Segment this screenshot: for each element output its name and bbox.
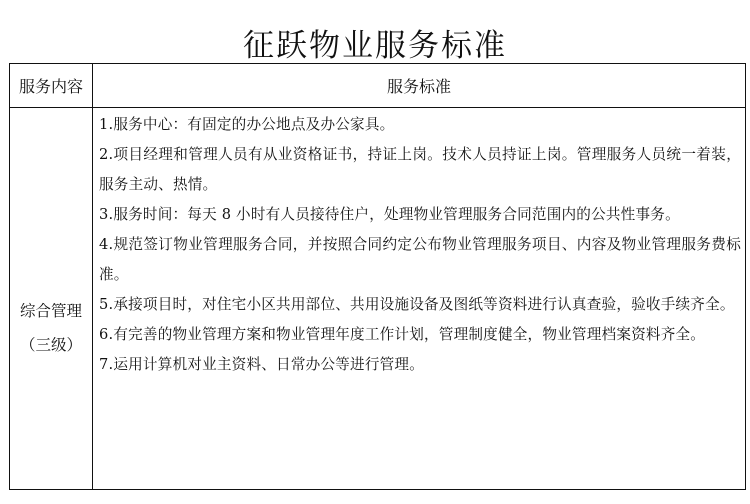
- header-service-standard: 服务标准: [93, 64, 746, 108]
- table-row: [10, 108, 746, 490]
- category-name: 综合管理: [19, 301, 82, 320]
- standard-item-4: 4.规范签订物业管理服务合同，并按照合同约定公布物业管理服务项目、内容及物业管理服务费标准。: [99, 236, 741, 283]
- header-service-content: 服务内容: [10, 64, 93, 108]
- category-level: （三级）: [19, 335, 82, 354]
- document-title: 征跃物业服务标准: [243, 27, 507, 64]
- standard-item-2: 2.项目经理和管理人员有从业资格证书，持证上岗。技术人员持证上岗。管理服务人员统一着装，服务主动、热情。: [99, 146, 741, 193]
- standard-item-1: 1.服务中心：有固定的办公地点及办公家具。: [99, 116, 395, 133]
- table-header-row: [10, 64, 746, 108]
- standard-item-3: 3.服务时间：每天 8 小时有人员接待住户，处理物业管理服务合同范围内的公共性事务。: [99, 206, 680, 223]
- standard-item-6: 6.有完善的物业管理方案和物业管理年度工作计划，管理制度健全，物业管理档案资料齐全。: [99, 326, 706, 343]
- standard-item-5: 5.承接项目时，对住宅小区共用部位、共用设施设备及图纸等资料进行认真查验，验收手续齐全。: [99, 296, 735, 313]
- standards-cell: [93, 108, 746, 490]
- service-standards-table: [9, 63, 746, 490]
- standards-list: [99, 110, 741, 380]
- category-cell: [10, 108, 93, 490]
- standard-item-7: 7.运用计算机对业主资料、日常办公等进行管理。: [99, 356, 424, 373]
